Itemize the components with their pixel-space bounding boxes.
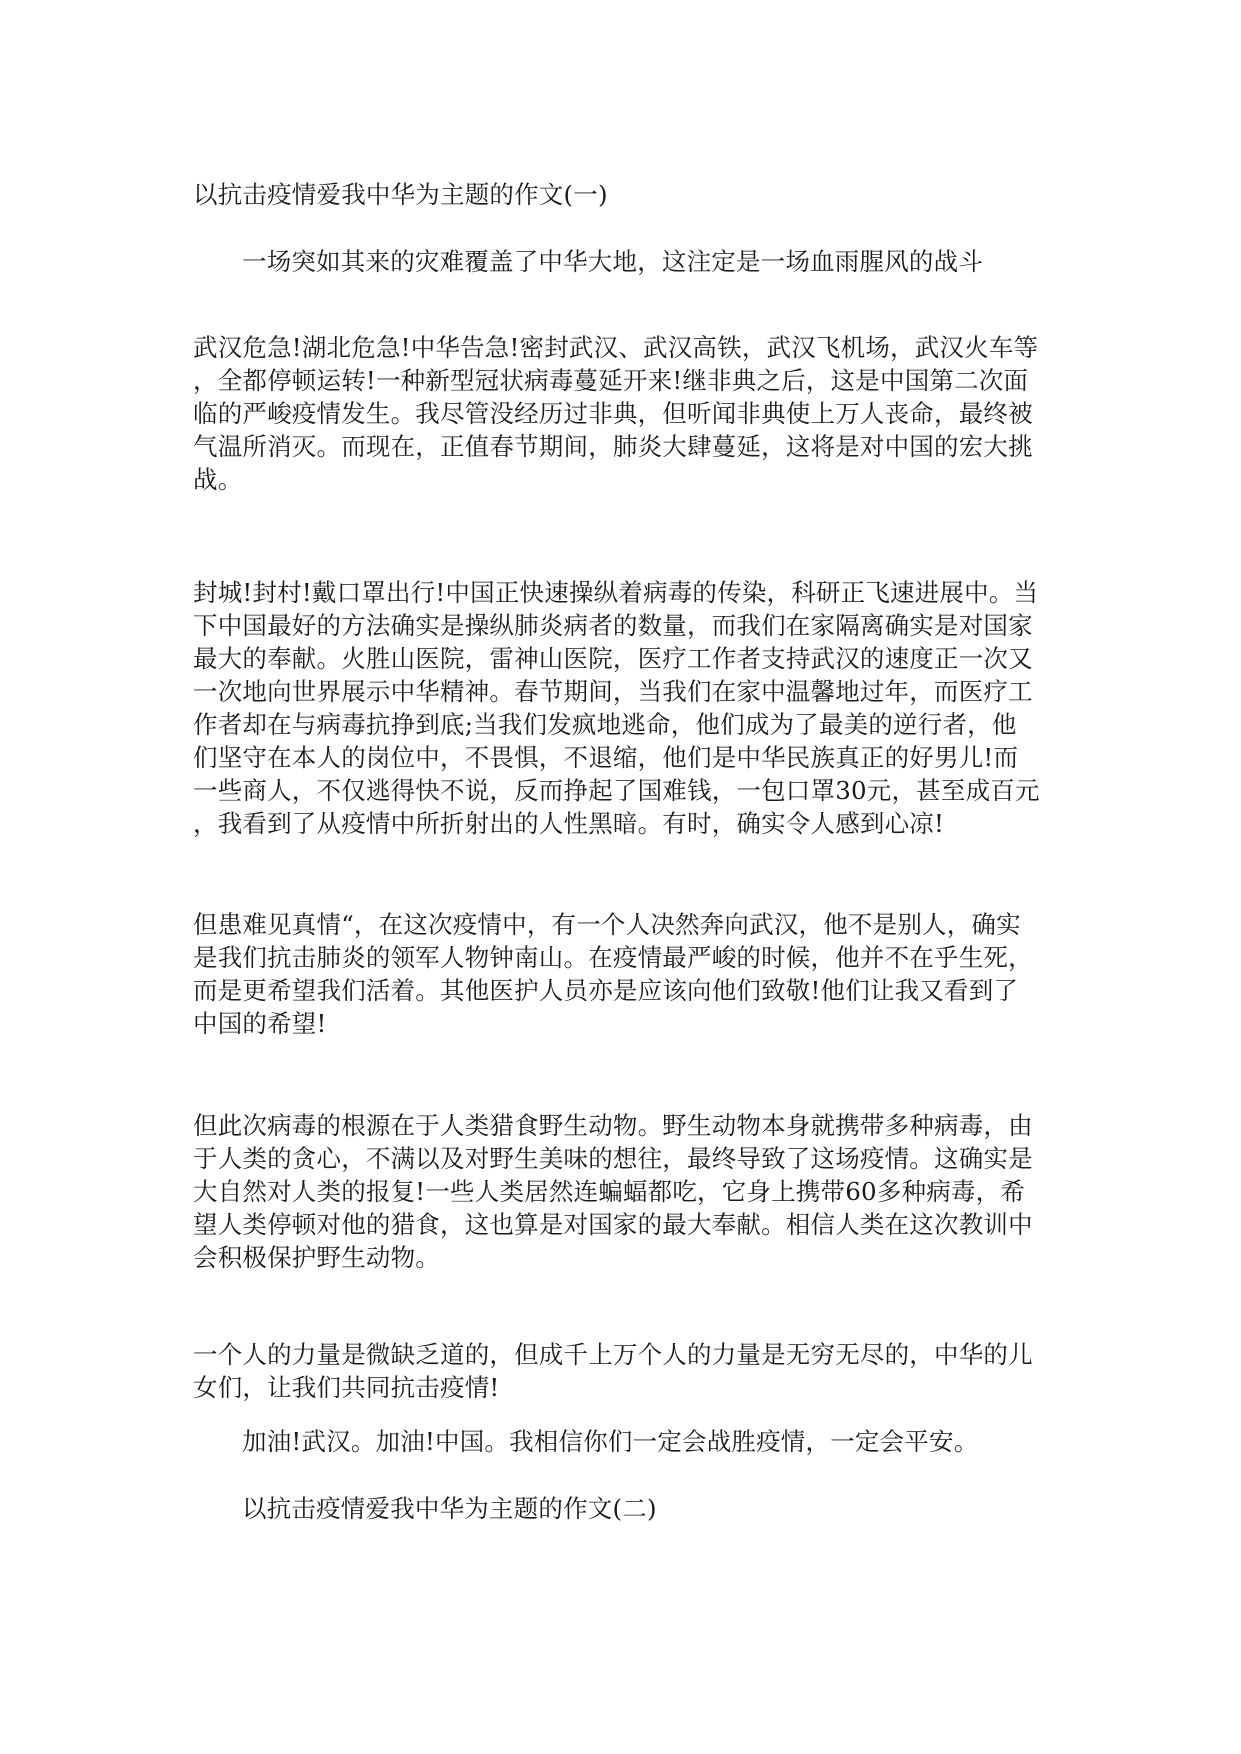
paragraph-line: 气温所消灭。而现在，正值春节期间，肺炎大肆蔓延，这将是对中国的宏大挑 [193,432,1033,461]
paragraph-line: 一些商人，不仅逃得快不说，反而挣起了国难钱，一包口罩30元，甚至成百元 [193,776,1040,805]
paragraph-line: 大自然对人类的报复!一些人类居然连蝙蝠都吃，它身上携带60多种病毒，希 [193,1177,1026,1206]
paragraph-line: 下中国最好的方法确实是操纵肺炎病者的数量，而我们在家隔离确实是对国家 [193,611,1033,640]
paragraph-line: 而是更希望我们活着。其他医护人员亦是应该向他们致敬!他们让我又看到了 [193,976,1019,1005]
paragraph-5 [193,1338,1055,1404]
paragraph-line: 一次地向世界展示中华精神。春节期间，当我们在家中温馨地过年，而医疗工 [193,677,1033,706]
paragraph-line: 武汉危急!湖北危急!中华告急!密封武汉、武汉高铁，武汉飞机场，武汉火车等 [193,333,1039,362]
intro-line: 一场突如其来的灾难覆盖了中华大地，这注定是一场血雨腥风的战斗 [242,247,983,276]
paragraph-line: 作者却在与病毒抗挣到底;当我们发疯地逃命，他们成为了最美的逆行者，他 [193,710,1017,739]
paragraph-line: 于人类的贪心，不满以及对野生美味的想往，最终导致了这场疫情。这确实是 [193,1144,1033,1173]
paragraph-line: 战。 [193,465,243,494]
paragraph-line: 望人类停顿对他的猎食，这也算是对国家的最大奉献。相信人类在这次教训中 [193,1210,1033,1239]
paragraph-3 [193,908,1055,1040]
paragraph-4 [193,1109,1055,1274]
paragraph-2 [193,576,1055,840]
paragraph-line: 临的严峻疫情发生。我尽管没经历过非典，但听闻非典使上万人丧命，最终被 [193,399,1033,428]
essay-title-2: 以抗击疫情爱我中华为主题的作文(二) [242,1494,657,1523]
paragraph-line: 会积极保护野生动物。 [193,1243,440,1272]
paragraph-line: 最大的奉献。火胜山医院，雷神山医院，医疗工作者支持武汉的速度正一次又 [193,644,1033,673]
paragraph-line: 一个人的力量是微缺乏道的，但成千上万个人的力量是无穷无尽的，中华的儿 [193,1340,1033,1369]
paragraph-line: ，全都停顿运转!一种新型冠状病毒蔓延开来!继非典之后，这是中国第二次面 [193,366,1029,395]
paragraph-line: 封城!封村!戴口罩出行!中国正快速操纵着病毒的传染，科研正飞速进展中。当 [193,578,1039,607]
cheer-line: 加油!武汉。加油!中国。我相信你们一定会战胜疫情，一定会平安。 [242,1427,979,1456]
paragraph-line: 是我们抗击肺炎的领军人物钟南山。在疫情最严峻的时候，他并不在乎生死， [193,943,1033,972]
essay-title-1: 以抗击疫情爱我中华为主题的作文(一) [193,180,608,209]
paragraph-line: 女们，让我们共同抗击疫情! [193,1373,500,1402]
paragraph-line: 中国的希望! [193,1009,327,1038]
paragraph-1 [193,331,1055,496]
paragraph-line: 但此次病毒的根源在于人类猎食野生动物。野生动物本身就携带多种病毒，由 [193,1111,1033,1140]
paragraph-line: ，我看到了从疫情中所折射出的人性黑暗。有时，确实令人感到心凉! [193,809,945,838]
paragraph-line: 们坚守在本人的岗位中，不畏惧，不退缩，他们是中华民族真正的好男儿!而 [193,743,1019,772]
paragraph-line: 但患难见真情“，在这次疫情中，有一个人决然奔向武汉，他不是别人，确实 [193,910,1021,939]
